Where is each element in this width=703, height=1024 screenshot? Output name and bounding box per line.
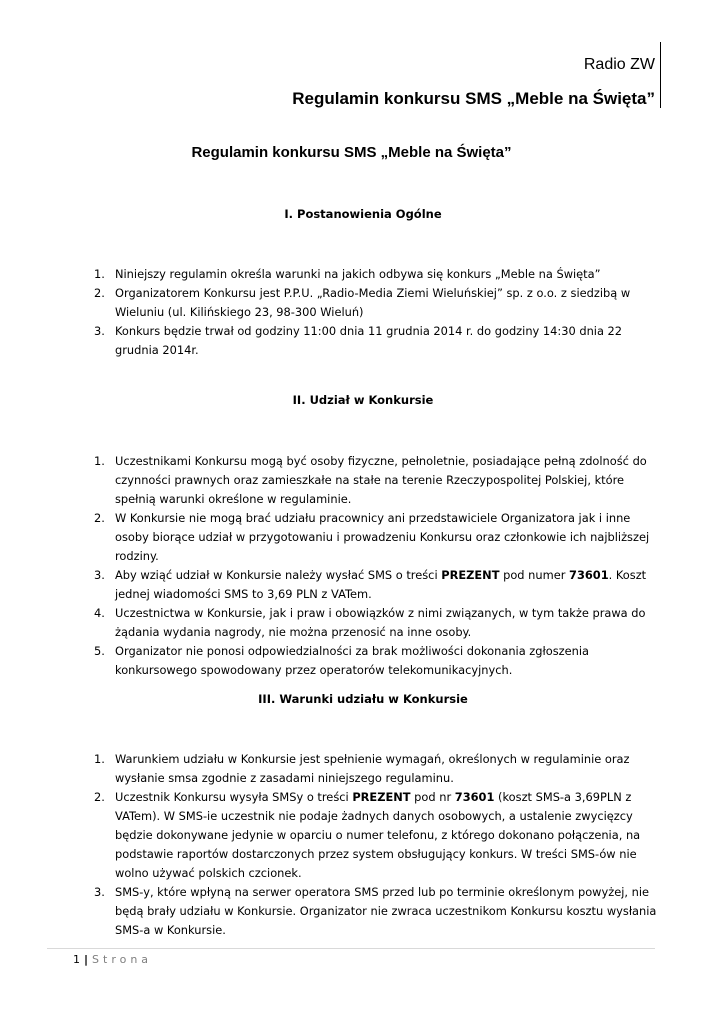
page-header — [0, 0, 703, 120]
page-label: Strona — [92, 953, 153, 966]
list-item: 3. SMS-y, które wpłyną na serwer operatora SMS przed lub po terminie określonym powyżej, nie będą brały udziału w Konkursie. Organizator nie zwraca uczestnikom Konkursu kosztu wysłania SMS-a w Konkursie. — [94, 885, 657, 937]
list-item: 2. Organizatorem Konkursu jest P.P.U. „Radio-Media Ziemi Wieluńskiej” sp. z o.o. z siedzibą w Wieluniu (ul. Kilińskiego 23, 98-300 Wieluń) — [94, 286, 631, 319]
section-heading-2: II. Udział w Konkursie — [292, 393, 434, 407]
section-heading-3: III. Warunki udziału w Konkursie — [258, 692, 468, 706]
list-item: 2. Uczestnik Konkursu wysyła SMSy o treści PREZENT pod nr 73601 (koszt SMS-a 3,69PLN z VATem). W SMS-ie uczestnik nie podaje żadnych danych osobowych, a ustalenie zwycięzcy będzie dokonywane jedynie w oparciu o numer telefonu, z którego dokonano połączenia, na podstawie raportów dostarczonych przez system obsługujący konkurs. W treści SMS-ów nie wolno używać polskich czcionek. — [94, 790, 641, 880]
header-document-title: Regulamin konkursu SMS „Meble na Święta” — [292, 89, 655, 108]
list-item: 5. Organizator nie ponosi odpowiedzialności za brak możliwości dokonania zgłoszenia konkursowego spowodowany przez operatorów telekomunikacyjnych. — [94, 644, 590, 677]
section-heading-1: I. Postanowienia Ogólne — [284, 207, 442, 221]
footer-rule — [47, 948, 655, 949]
section-1-list — [80, 265, 665, 360]
list-item: 1. Warunkiem udziału w Konkursie jest spełnienie wymagań, określonych w regulaminie oraz wysłanie smsa zgodnie z zasadami niniejszego regulaminu. — [94, 752, 630, 785]
section-3-list — [80, 750, 665, 940]
header-station-name: Radio ZW — [583, 56, 655, 73]
list-item: 4. Uczestnictwa w Konkursie, jak i praw i obowiązków z nimi związanych, w tym także prawa do żądania wydania nagrody, nie można przenosić na inne osoby. — [94, 606, 646, 639]
header-vertical-rule — [660, 42, 661, 108]
list-item: 3. Aby wziąć udział w Konkursie należy wysłać SMS o treści PREZENT pod numer 73601. Koszt jednej wiadomości SMS to 3,69 PLN z VATem. — [94, 568, 647, 601]
list-item: 2. W Konkursie nie mogą brać udziału pracownicy ani przedstawiciele Organizatora jak i inne osoby biorące udział w przygotowaniu i prowadzeniu Konkursu oraz członkowie ich najbliższej rodziny. — [94, 511, 650, 563]
footer-separator: | — [84, 953, 89, 966]
document-title: Regulamin konkursu SMS „Meble na Święta” — [191, 144, 512, 161]
list-item: 1. Niniejszy regulamin określa warunki na jakich odbywa się konkurs „Meble na Święta” — [94, 267, 601, 281]
page-number: 1 — [73, 953, 80, 966]
page-footer — [73, 953, 152, 966]
list-item: 3. Konkurs będzie trwał od godziny 11:00 dnia 11 grudnia 2014 r. do godziny 14:30 dnia 22 grudnia 2014r. — [94, 324, 623, 357]
list-item: 1. Uczestnikami Konkursu mogą być osoby fizyczne, pełnoletnie, posiadające pełną zdolność do czynności prawnych oraz zamieszkałe na stałe na terenie Rzeczypospolitej Polskiej, które spełnią warunki określone w regulaminie. — [94, 454, 647, 506]
section-2-list — [80, 452, 665, 680]
